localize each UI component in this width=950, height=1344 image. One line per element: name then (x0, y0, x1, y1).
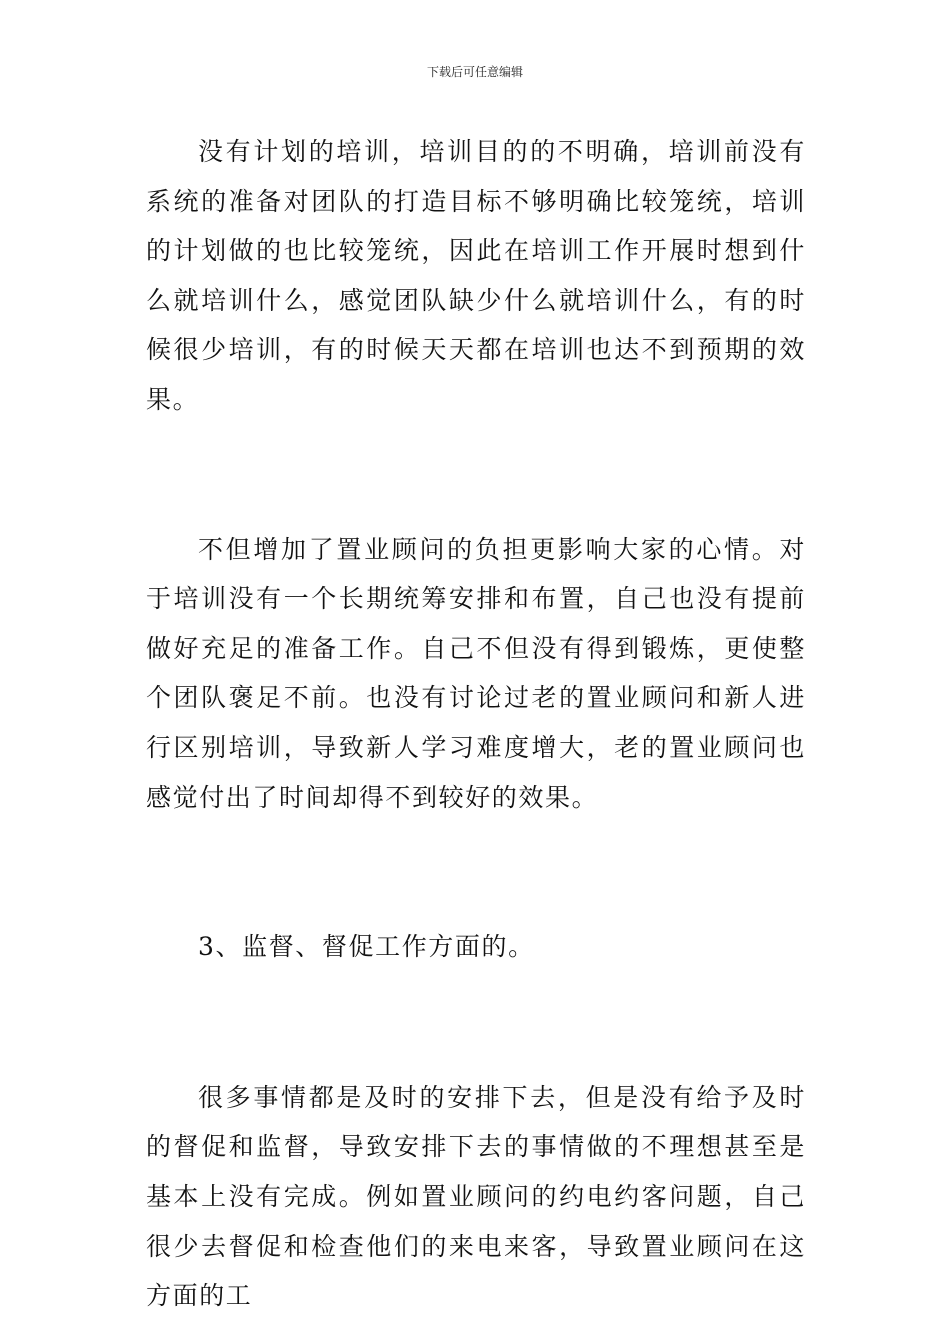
paragraph-training-plan: 没有计划的培训，培训目的的不明确，培训前没有系统的准备对团队的打造目标不够明确比较笼统，培训的计划做的也比较笼统，因此在培训工作开展时想到什么就培训什么，感觉团队缺少什么就培训什么，有的时候很少培训，有的时候天天都在培训也达不到预期的效果。 (146, 137, 806, 414)
page-header: 下载后可任意编辑 (426, 65, 523, 79)
document-body (146, 127, 806, 1321)
section-heading-supervision: 3、监督、督促工作方面的。 (198, 932, 535, 962)
paragraph-supervision: 很多事情都是及时的安排下去，但是没有给予及时的督促和监督，导致安排下去的事情做的不理想甚至是基本上没有完成。例如置业顾问的约电约客问题，自己很少去督促和检查他们的来电来客，导致置业顾问在这方面的工 (146, 1082, 806, 1311)
paragraph-training-burden: 不但增加了置业顾问的负担更影响大家的心情。对于培训没有一个长期统筹安排和布置，自己也没有提前做好充足的准备工作。自己不但没有得到锻炼，更使整个团队褒足不前。也没有讨论过老的置业顾问和新人进行区别培训，导致新人学习难度增大，老的置业顾问也感觉付出了时间却得不到较好的效果。 (146, 534, 806, 812)
